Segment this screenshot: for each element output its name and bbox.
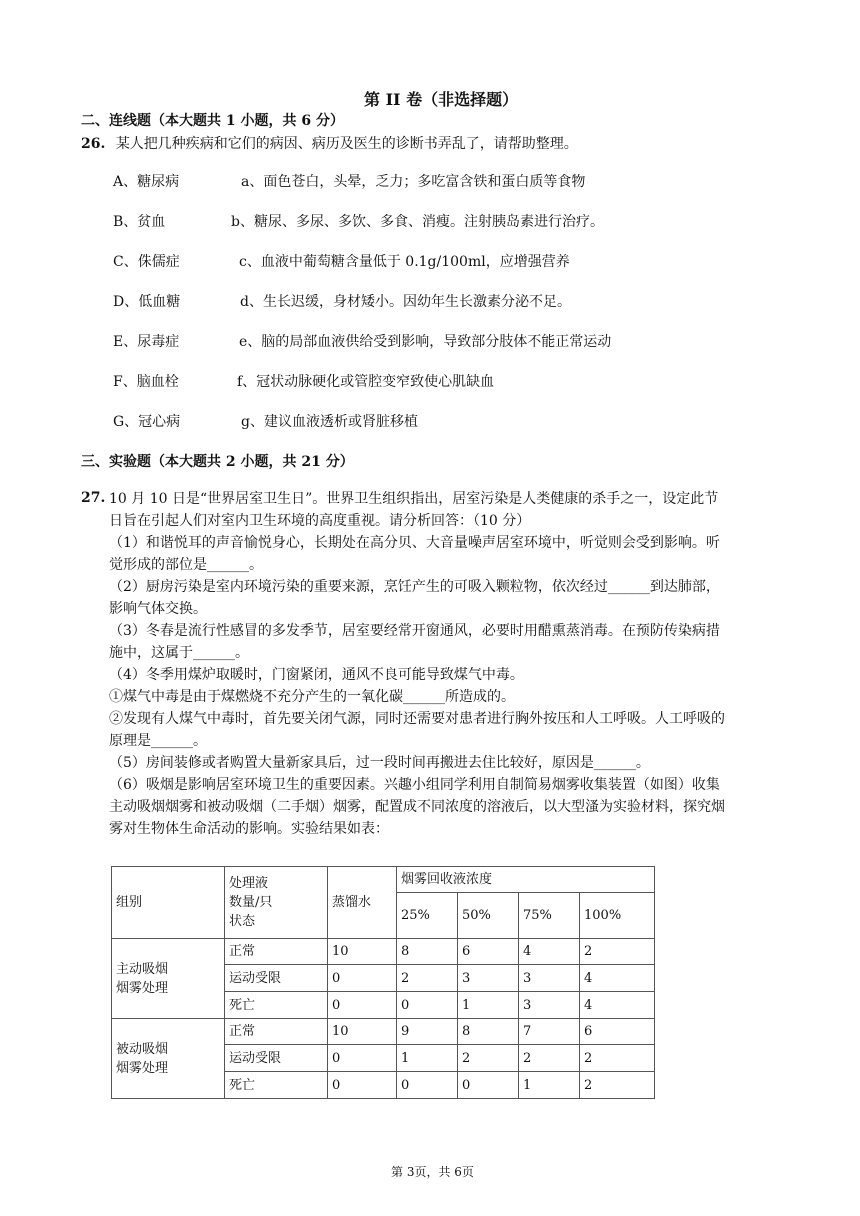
q27-line: 影响气体交换。 <box>109 601 207 617</box>
header-distilled-water: 蒸馏水 <box>328 867 397 939</box>
value-cell: 2 <box>458 1045 519 1072</box>
value-cell: 0 <box>328 965 397 992</box>
q27-line: 日旨在引起人们对室内卫生环境的高度重视。请分析回答：（10 分） <box>109 513 531 529</box>
q27-line: 觉形成的部位是______。 <box>109 557 263 573</box>
q27-line: ②发现有人煤气中毒时，首先要关闭气源，同时还需要对患者进行胸外按压和人工呼吸。人工呼吸的 <box>109 711 725 727</box>
match-right-b: b、糖尿、多尿、多饮、多食、消瘦。注射胰岛素进行治疗。 <box>231 214 604 230</box>
header-treatment-line: 处理液 <box>229 876 269 891</box>
q27-line: 10 月 10 日是“世界居室卫生日”。世界卫生组织指出，居室污染是人类健康的杀手之一，设定此节 <box>109 491 719 507</box>
q27-line: （4）冬季用煤炉取暖时，门窗紧闭，通风不良可能导致煤气中毒。 <box>109 667 524 683</box>
value-cell: 0 <box>328 1045 397 1072</box>
value-cell: 2 <box>397 965 458 992</box>
match-left-a: A、糖尿病 <box>113 174 180 190</box>
section-3-heading: 三、实验题（本大题共 2 小题，共 21 分） <box>81 454 354 470</box>
value-cell: 3 <box>519 965 580 992</box>
table-row <box>112 1019 655 1045</box>
q27-line: 原理是______。 <box>109 733 207 749</box>
match-left-c: C、侏儒症 <box>113 254 180 270</box>
group-name-line: 主动吸烟 <box>116 961 169 977</box>
question-26-text: 某人把几种疾病和它们的病因、病历及医生的诊断书弄乱了，请帮助整理。 <box>115 136 578 152</box>
match-right-d: d、生长迟缓，身材矮小。因幼年生长激素分泌不足。 <box>240 294 571 310</box>
match-right-c: c、血液中葡萄糖含量低于 0.1g/100ml，应增强营养 <box>239 254 570 270</box>
results-table <box>111 866 655 1099</box>
value-cell: 4 <box>519 939 580 965</box>
header-conc: 100% <box>580 893 655 939</box>
header-smoke-concentration: 烟雾回收液浓度 <box>397 867 655 893</box>
state-cell: 运动受限 <box>225 1045 328 1072</box>
q27-line: （5）房间装修或者购置大量新家具后，过一段时间再搬进去住比较好，原因是______。 <box>109 755 650 771</box>
value-cell: 0 <box>328 992 397 1019</box>
value-cell: 0 <box>397 1072 458 1099</box>
header-conc: 25% <box>397 893 458 939</box>
value-cell: 2 <box>519 1045 580 1072</box>
state-cell: 死亡 <box>225 992 328 1019</box>
value-cell: 7 <box>519 1019 580 1045</box>
header-group: 组别 <box>112 867 225 939</box>
value-cell: 4 <box>580 992 655 1019</box>
match-right-f: f、冠状动脉硬化或管腔变窄致使心肌缺血 <box>237 374 495 390</box>
value-cell: 0 <box>328 1072 397 1099</box>
group-name-line: 被动吸烟 <box>116 1041 169 1057</box>
group-name-line: 烟雾处理 <box>116 980 169 996</box>
match-right-g: g、建议血液透析或肾脏移植 <box>241 414 418 430</box>
value-cell: 0 <box>458 1072 519 1099</box>
header-treatment-line: 数量/只 <box>229 895 273 910</box>
q27-line: （1）和谐悦耳的声音愉悦身心，长期处在高分贝、大音量噪声居室环境中，听觉则会受到影响。听 <box>109 535 720 551</box>
value-cell: 1 <box>519 1072 580 1099</box>
match-right-e: e、脑的局部血液供给受到影响，导致部分肢体不能正常运动 <box>239 334 612 350</box>
match-left-b: B、贫血 <box>113 214 166 230</box>
q27-line: （6）吸烟是影响居室环境卫生的重要因素。兴趣小组同学利用自制简易烟雾收集装置（如图）收集 <box>109 777 720 793</box>
value-cell: 10 <box>328 1019 397 1045</box>
page-footer: 第 3页，共 6页 <box>391 1165 474 1179</box>
value-cell: 8 <box>397 939 458 965</box>
value-cell: 1 <box>458 992 519 1019</box>
state-cell: 正常 <box>225 1019 328 1045</box>
value-cell: 2 <box>580 1045 655 1072</box>
q27-line: ①煤气中毒是由于煤燃烧不充分产生的一氧化碳______所造成的。 <box>109 689 515 705</box>
value-cell: 3 <box>458 965 519 992</box>
header-conc: 50% <box>458 893 519 939</box>
header-treatment-line: 状态 <box>229 914 256 929</box>
value-cell: 8 <box>458 1019 519 1045</box>
q27-line: （2）厨房污染是室内环境污染的重要来源，烹饪产生的可吸入颗粒物，依次经过______到达肺部， <box>109 579 720 595</box>
q27-line: 雾对生物体生命活动的影响。实验结果如表： <box>109 821 389 837</box>
group-name-line: 烟雾处理 <box>116 1060 169 1076</box>
value-cell: 3 <box>519 992 580 1019</box>
match-left-d: D、低血糖 <box>113 294 181 310</box>
value-cell: 10 <box>328 939 397 965</box>
section-2-heading: 二、连线题（本大题共 1 小题，共 6 分） <box>81 113 344 129</box>
group-name <box>112 1019 225 1099</box>
q27-line: 施中，这属于______。 <box>109 645 249 661</box>
match-right-a: a、面色苍白，头晕，乏力；多吃富含铁和蛋白质等食物 <box>241 174 586 190</box>
header-conc: 75% <box>519 893 580 939</box>
state-cell: 死亡 <box>225 1072 328 1099</box>
match-left-e: E、尿毒症 <box>113 334 180 350</box>
value-cell: 4 <box>580 965 655 992</box>
value-cell: 6 <box>580 1019 655 1045</box>
question-27-number: 27. <box>81 490 106 506</box>
value-cell: 2 <box>580 939 655 965</box>
state-cell: 运动受限 <box>225 965 328 992</box>
group-name <box>112 939 225 1019</box>
state-cell: 正常 <box>225 939 328 965</box>
table-row <box>112 939 655 965</box>
value-cell: 1 <box>397 1045 458 1072</box>
question-26 <box>81 133 578 153</box>
value-cell: 6 <box>458 939 519 965</box>
match-left-f: F、脑血栓 <box>113 374 179 390</box>
match-left-g: G、冠心病 <box>113 414 181 430</box>
page-title: 第 II 卷（非选择题） <box>364 90 519 109</box>
question-26-number: 26. <box>81 136 106 152</box>
q27-line: （3）冬春是流行性感冒的多发季节，居室要经常开窗通风，必要时用醋熏蒸消毒。在预防传染病措 <box>109 623 720 639</box>
value-cell: 0 <box>397 992 458 1019</box>
value-cell: 9 <box>397 1019 458 1045</box>
value-cell: 2 <box>580 1072 655 1099</box>
q27-line: 主动吸烟烟雾和被动吸烟（二手烟）烟雾，配置成不同浓度的溶液后，以大型溞为实验材料，探究烟 <box>109 799 725 815</box>
header-treatment <box>225 867 328 939</box>
